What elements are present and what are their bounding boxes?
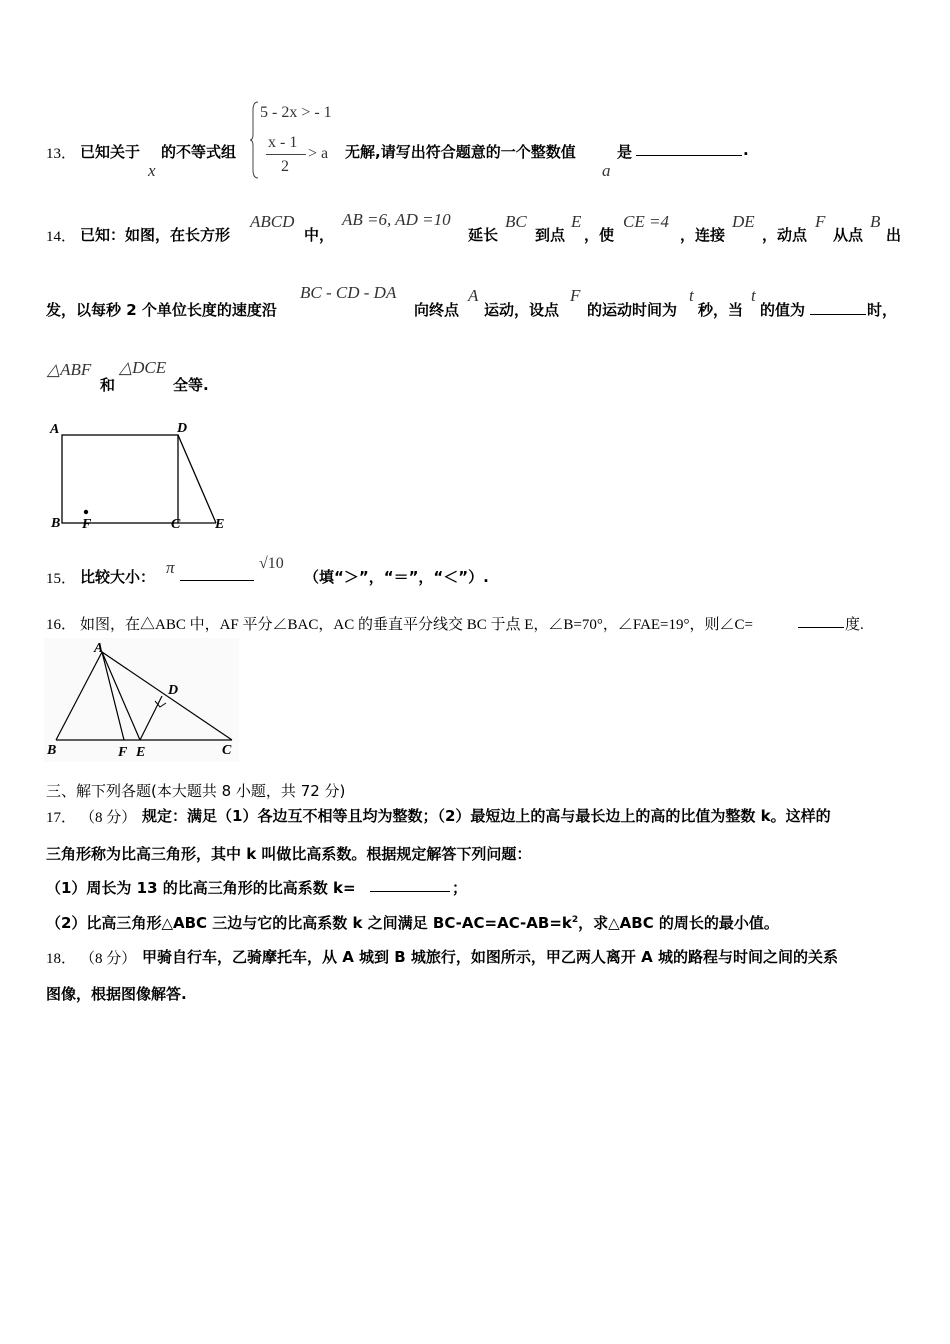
q17-part-2 [46, 912, 779, 933]
label-f: F [118, 745, 128, 760]
label-e: E [215, 517, 225, 532]
q14-e: E [571, 212, 582, 231]
q16-number: 16． [46, 617, 77, 633]
q14-number: 14． [46, 229, 77, 245]
q14-abcd: ABCD [250, 212, 295, 231]
label-e: E [136, 745, 146, 760]
q14-a: A [468, 286, 479, 305]
q14-ce: CE =4 [623, 212, 669, 231]
q14-text-11: 向终点 [414, 301, 460, 319]
q13-text-4: 是 [617, 143, 633, 161]
q14-bc: BC [505, 212, 527, 231]
q14-path: BC - CD - DA [300, 283, 397, 302]
q18-number: 18． [46, 951, 77, 967]
q14-text-4: 到点 [535, 226, 566, 244]
q17-answer-blank[interactable] [370, 877, 450, 892]
q15-sqrt: √10 [259, 555, 284, 572]
figure-background [44, 638, 239, 762]
q13-number: 13． [46, 146, 77, 162]
q18-line-1: 甲骑自行车，乙骑摩托车，从 A 城到 B 城旅行，如图所示，甲乙两人离开 A 城的路程与时间之间的关系 [142, 948, 838, 966]
q17-score: （8 分） [80, 810, 137, 826]
q13-var-x: x [148, 161, 156, 180]
q14-f: F [815, 212, 826, 231]
q17-part-2-sup: 2 [571, 915, 579, 925]
q14-text-15: 的值为 [760, 301, 806, 319]
q14-text-8: 从点 [833, 226, 864, 244]
q14-tri-abf: △ABF [47, 360, 92, 379]
label-a: A [94, 641, 104, 656]
q14-b: B [870, 212, 881, 231]
q17-part-1: （1）周长为 13 的比高三角形的比高系数 k= [46, 879, 356, 897]
section-3-heading: 三、解下列各题(本大题共 8 小题，共 72 分) [46, 782, 346, 800]
q14-text-3: 延长 [468, 226, 499, 244]
q17-line-1: 规定：满足（1）各边互不相等且均为整数；（2）最短边上的高与最长边上的高的比值为整数 k。这样的 [142, 807, 831, 825]
q13-text-2: 的不等式组 [161, 143, 237, 161]
q13-frac-denominator: 2 [281, 158, 289, 175]
q14-text-2: 中， [304, 226, 335, 244]
q14-text-9: 出 [886, 226, 902, 244]
q16-tail: 度. [845, 617, 864, 633]
q18-score: （8 分） [80, 951, 137, 967]
q14-text-5: ，使 [584, 226, 615, 244]
q13-frac-numerator: x - 1 [268, 134, 298, 151]
q17-part-2-a: （2）比高三角形△ABC 三边与它的比高系数 k 之间满足 BC-AC=AC-AB=k [46, 914, 572, 932]
q16-text: 如图，在△ABC 中，AF 平分∠BAC，AC 的垂直平分线交 BC 于点 E，∠B=70°，∠FAE=19°，则∠C= [80, 617, 753, 633]
q17-part-1-end: ； [452, 879, 468, 897]
q13-end: . [743, 141, 749, 159]
label-a: A [50, 422, 60, 437]
q14-text-13: 的运动时间为 [587, 301, 678, 319]
q14-text-7: ，动点 [762, 226, 808, 244]
q15-pi: π [166, 558, 175, 577]
q14-tri-dce: △DCE [119, 358, 167, 377]
q13-frac-bar [266, 154, 306, 155]
q14-text-14: 秒，当 [698, 301, 744, 319]
label-c: C [171, 517, 181, 532]
q15-answer-blank[interactable] [180, 566, 254, 581]
q14-text-16: 时， [867, 301, 898, 319]
label-b: B [51, 516, 61, 531]
label-d: D [177, 421, 188, 436]
q14-f2: F [570, 286, 581, 305]
q16-answer-blank[interactable] [798, 613, 844, 628]
q13-answer-blank[interactable] [636, 141, 742, 156]
q13-frac-rhs: > a [308, 145, 329, 162]
q17-part-2-b: ，求△ABC 的周长的最小值。 [578, 914, 779, 932]
q13-var-a: a [602, 161, 611, 180]
label-d: D [168, 683, 179, 698]
q14-figure [44, 415, 234, 535]
q14-de: DE [732, 212, 755, 231]
label-c: C [222, 743, 232, 758]
q14-text-18: 全等. [173, 376, 209, 394]
label-b: B [47, 743, 57, 758]
q14-text-17: 和 [100, 376, 116, 394]
segment-de [178, 435, 216, 523]
q15-number: 15． [46, 571, 77, 587]
q17-line-2: 三角形称为比高三角形，其中 k 叫做比高系数。根据规定解答下列问题： [46, 845, 532, 863]
label-f: F [82, 517, 92, 532]
q18-line-2: 图像，根据图像解答. [46, 985, 187, 1003]
q16-figure [44, 638, 239, 762]
q13-text-3: 无解,请写出符合题意的一个整数值 [345, 143, 576, 161]
q14-given: AB =6, AD =10 [342, 210, 451, 229]
q14-text-6: ，连接 [680, 226, 726, 244]
q15-text-1: 比较大小： [80, 568, 156, 586]
q14-answer-blank[interactable] [810, 300, 866, 315]
q14-text-1: 已知：如图，在长方形 [80, 226, 231, 244]
q13-inequality-1: 5 - 2x > - 1 [260, 104, 332, 121]
rectangle-abcd [62, 435, 178, 523]
point-f [84, 510, 88, 514]
q15-options: （填“＞”，“＝”，“＜”）. [304, 568, 489, 586]
q14-t2: t [751, 286, 756, 305]
q14-t: t [689, 286, 694, 305]
q13-text-1: 已知关于 [80, 143, 141, 161]
q14-text-12: 运动，设点 [484, 301, 560, 319]
q17-number: 17． [46, 810, 77, 826]
q14-text-10: 发，以每秒 2 个单位长度的速度沿 [46, 301, 277, 319]
